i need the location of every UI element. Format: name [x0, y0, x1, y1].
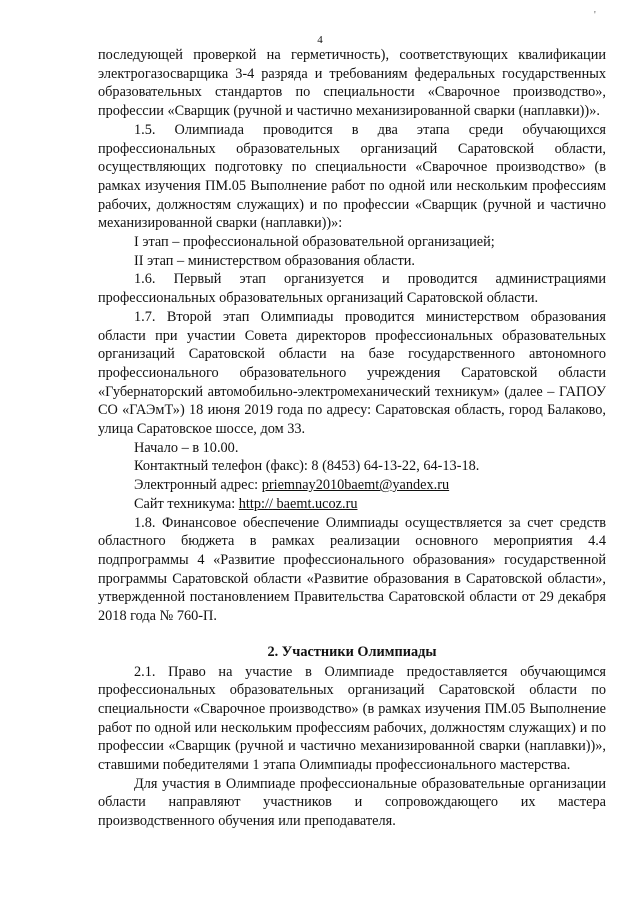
paragraph-1-5: 1.5. Олимпиада проводится в два этапа среди обучающихся профессиональных образовательных организаций Саратовской области, осуществляющих подготовку по специальности «Сварочное производство» (в рамках изучения ПМ.05 Выполнение работ по одной или нескольким профессиям рабочих, должностям служащих) и по профессии «Сварщик (ручной и частично механизированной сварки (наплавки))»:	[98, 121, 606, 232]
email-link[interactable]: priemnay2010baemt@yandex.ru	[261, 477, 450, 494]
section-2-heading: 2. Участники Олимпиады	[267, 643, 437, 660]
email-label: Электронный адрес:	[134, 477, 262, 494]
site-link-prefix[interactable]: http://	[238, 495, 273, 512]
stage-2-line: II этап – министерством образования области.	[134, 252, 415, 269]
site-line	[98, 495, 606, 514]
corner-mark: '	[594, 10, 596, 21]
paragraph-1-6: 1.6. Первый этап организуется и проводится администрациями профессиональных образовательных организаций Саратовской области.	[98, 271, 606, 307]
paragraph-continuation: последующей проверкой на герметичность), соответствующих квалификации электрогазосварщика 3-4 разряда и требованиям федеральных государственных образовательных стандартов по специальности «Сварочное производство», профессии «Сварщик (ручной и частично механизированной сварки (наплавки))».	[98, 47, 606, 120]
page-body	[98, 46, 606, 831]
start-time-line: Начало – в 10.00.	[134, 439, 239, 456]
page-number: 4	[317, 34, 323, 46]
email-line	[98, 476, 606, 495]
paragraph-1-8: 1.8. Финансовое обеспечение Олимпиады осуществляется за счет средств областного бюджета в рамках реализации основного мероприятия 4.4 подпрограммы 4 «Развитие профессионального образования» государственной программы Саратовской области «Развитие образования в Саратовской области», утвержденной постановлением Правительства Саратовской области от 29 декабря 2018 года № 760-П.	[98, 514, 606, 625]
site-link[interactable]: baemt.ucoz.ru	[272, 495, 358, 512]
stage-1-line: I этап – профессиональной образовательной организацией;	[134, 234, 495, 251]
paragraph-1-7: 1.7. Второй этап Олимпиады проводится министерством образования области при участии Совета директоров профессиональных образовательных организаций Саратовской области на базе государственного автономного профессионального образовательного учреждения Саратовской области «Губернаторский автомобильно-электромеханический техникум» (далее – ГАПОУ СО «ГАЭмТ») 18 июня 2019 года по адресу: Саратовская область, город Балаково, улица Саратовское шоссе, дом 33.	[98, 308, 606, 438]
paragraph-2-1: 2.1. Право на участие в Олимпиаде предоставляется обучающимся профессиональных образовательных организаций Саратовской области по специальности «Сварочное производство» (в рамках изучения ПМ.05 Выполнение работ по одной или нескольким профессиям рабочих, должностям служащих) и по профессии «Сварщик (ручной и частично механизированной сварки (наплавки))», ставшими победителями 1 этапа Олимпиады профессионального мастерства.	[98, 663, 606, 774]
contact-phone-line: Контактный телефон (факс): 8 (8453) 64-13-22, 64-13-18.	[134, 458, 480, 475]
site-label: Сайт техникума:	[134, 495, 239, 512]
paragraph-2-participation: Для участия в Олимпиаде профессиональные образовательные организации области направляют участников и сопровождающего их мастера производственного обучения или преподавателя.	[98, 775, 606, 830]
